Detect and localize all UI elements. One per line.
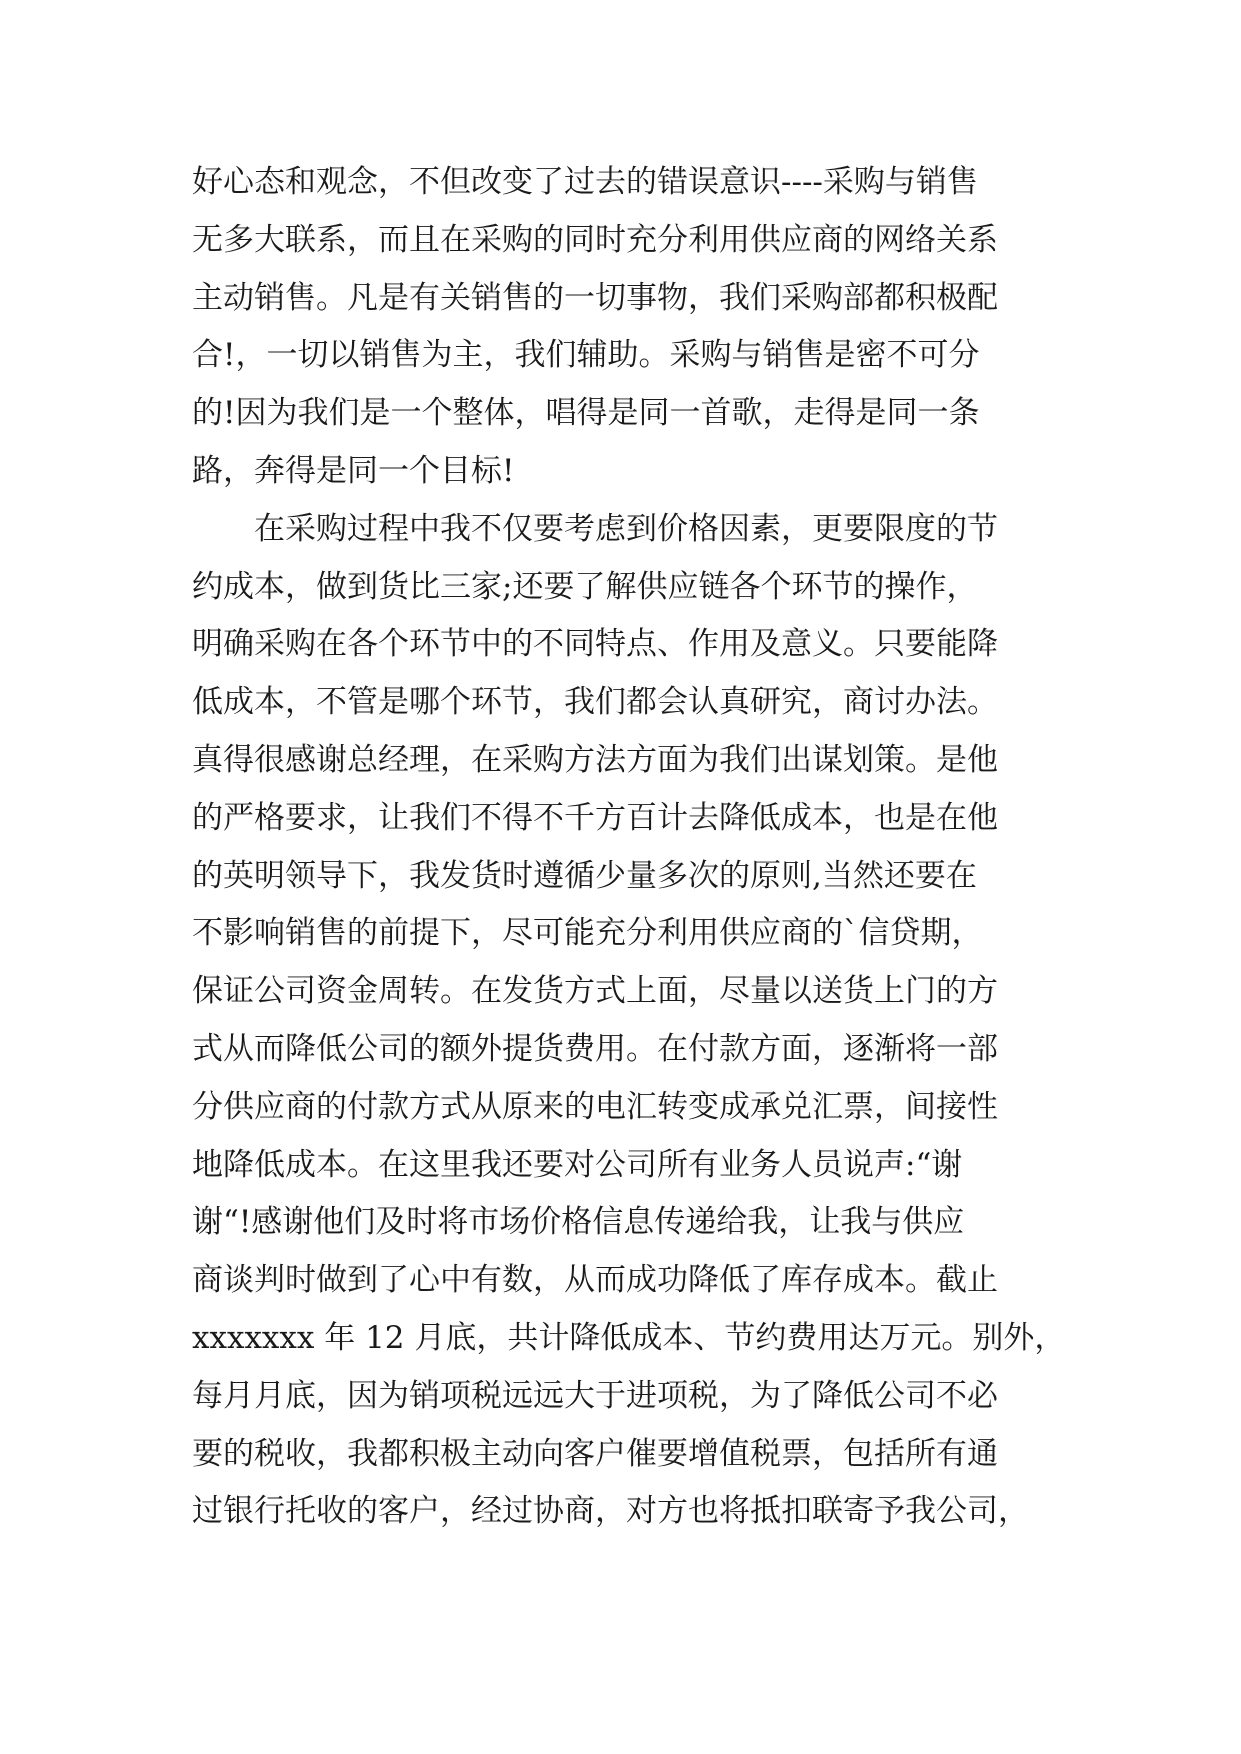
text-line: 在采购过程中我不仅要考虑到价格因素，更要限度的节 bbox=[192, 510, 998, 547]
text-line: 真得很感谢总经理，在采购方法方面为我们出谋划策。是他 bbox=[192, 741, 998, 778]
text-line: 谢“!感谢他们及时将市场价格信息传递给我，让我与供应 bbox=[192, 1204, 965, 1241]
text-line: 地降低成本。在这里我还要对公司所有业务人员说声:“谢 bbox=[192, 1146, 963, 1183]
text-line: 无多大联系，而且在采购的同时充分利用供应商的网络关系 bbox=[192, 221, 998, 258]
text-line: 不影响销售的前提下，尽可能充分利用供应商的`信贷期， bbox=[192, 915, 983, 952]
text-line: 合!，一切以销售为主，我们辅助。采购与销售是密不可分 bbox=[192, 337, 980, 374]
text-line: 的英明领导下，我发货时遵循少量多次的原则,当然还要在 bbox=[192, 857, 977, 894]
text-line: 每月月底，因为销项税远远大于进项税，为了降低公司不必 bbox=[192, 1377, 998, 1414]
text-line: 式从而降低公司的额外提货费用。在付款方面，逐渐将一部 bbox=[192, 1030, 998, 1067]
text-line: 要的税收，我都积极主动向客户催要增值税票，包括所有通 bbox=[192, 1435, 998, 1472]
text-line: 分供应商的付款方式从原来的电汇转变成承兑汇票，间接性 bbox=[192, 1088, 998, 1125]
text-line: xxxxxxx 年 12 月底，共计降低成本、节约费用达万元。别外， bbox=[192, 1319, 1066, 1356]
text-line: 商谈判时做到了心中有数，从而成功降低了库存成本。截止 bbox=[192, 1262, 998, 1299]
body-text bbox=[192, 163, 1072, 1550]
text-line: 过银行托收的客户，经过协商，对方也将抵扣联寄予我公司， bbox=[192, 1493, 1029, 1530]
text-line: 保证公司资金周转。在发货方式上面，尽量以送货上门的方 bbox=[192, 973, 998, 1010]
text-line: 路，奔得是同一个目标! bbox=[192, 452, 515, 489]
text-line: 主动销售。凡是有关销售的一切事物，我们采购部都积极配 bbox=[192, 279, 998, 316]
text-line: 明确采购在各个环节中的不同特点、作用及意义。只要能降 bbox=[192, 626, 998, 663]
text-line: 的严格要求，让我们不得不千方百计去降低成本，也是在他 bbox=[192, 799, 998, 836]
text-line: 约成本，做到货比三家;还要了解供应链各个环节的操作， bbox=[192, 568, 978, 605]
text-line: 的!因为我们是一个整体，唱得是同一首歌，走得是同一条 bbox=[192, 395, 980, 432]
text-line: 好心态和观念，不但改变了过去的错误意识----采购与销售 bbox=[192, 164, 978, 200]
text-line: 低成本，不管是哪个环节，我们都会认真研究，商讨办法。 bbox=[192, 684, 998, 721]
